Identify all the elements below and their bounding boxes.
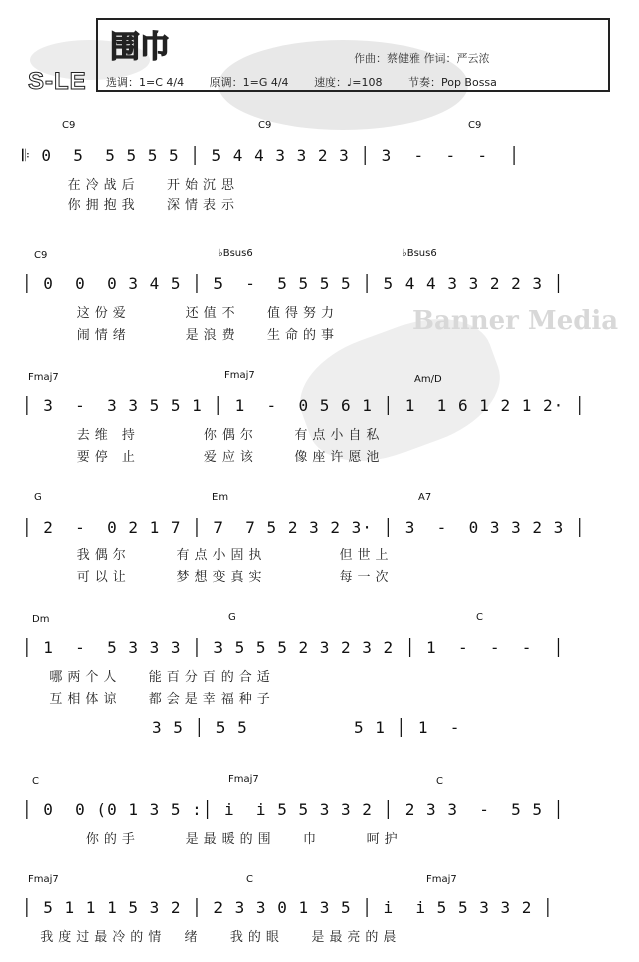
notation-line: │ 1 - 5 3 3 3 │ 3 5 5 5 2 3 2 3 2 │ 1 - - - │ — [22, 638, 565, 657]
score-system-2 — [22, 248, 612, 348]
song-title: 围巾 — [110, 30, 170, 65]
chord-symbol: C — [476, 612, 483, 623]
chord-symbol: A7 — [418, 492, 432, 503]
watermark-text: Banner Media — [412, 306, 619, 336]
chord-symbol: Fmaj7 — [28, 874, 59, 885]
notation-line: 𝄆 0 5 5 5 5 5 │ 5 4 4 3 3 2 3 │ 3 - - - │ — [22, 146, 520, 165]
score-system-4 — [22, 490, 612, 590]
song-meta — [106, 74, 519, 90]
rhythm: 节奏：Pop Bossa — [407, 76, 497, 89]
chord-symbol: C9 — [62, 120, 76, 131]
lyrics-verse-1: 你的手 是最暖的围 巾 呵护 — [22, 832, 403, 847]
lyrics-verse-1: 哪两个人 能百分百的合适 — [22, 670, 275, 685]
chord-symbol: C — [32, 776, 39, 787]
lyrics-verse-2: 要停 止 爱应该 像座许愿池 — [22, 450, 385, 465]
original-key: 原调：1=G 4/4 — [209, 76, 289, 89]
chord-symbol: C — [246, 874, 253, 885]
song-header — [26, 18, 608, 96]
notation-line: │ 0 0 0 3 4 5 │ 5 - 5 5 5 5 │ 5 4 4 3 3 2 2 3 │ — [22, 274, 565, 293]
publisher-logo: S-LE — [28, 68, 87, 95]
score-system-3 — [22, 370, 612, 470]
lyrics-verse-1: 在冷战后 开始沉思 — [22, 178, 240, 193]
notation-line: │ 2 - 0 2 1 7 │ 7 7 5 2 3 2 3· │ 3 - 0 3 3 2 3 │ — [22, 518, 586, 537]
song-credits: 作曲：蔡健雅 作词：严云浓 — [354, 52, 490, 65]
select-key: 选调：1=C 4/4 — [106, 76, 185, 89]
lyrics-verse-2: 你拥抱我 深情表示 — [22, 198, 240, 213]
chord-symbol: C — [436, 776, 443, 787]
chord-symbol: ♭Bsus6 — [402, 248, 437, 259]
notation-line: │ 0 0 (0 1 3 5 :│ i i 5 5 3 3 2 │ 2 3 3 - 5 5 │ — [22, 800, 565, 819]
chord-symbol: Fmaj7 — [426, 874, 457, 885]
notation-line: │ 5 1 1 1 5 3 2 │ 2 3 3 0 1 3 5 │ i i 5 5 3 3 2 │ — [22, 898, 554, 917]
notation-line: │ 3 - 3 3 5 5 1 │ 1 - 0 5 6 1 │ 1 1 6 1 2 1 2· │ — [22, 396, 586, 415]
chord-symbol: Fmaj7 — [228, 774, 259, 785]
chord-symbol: C9 — [468, 120, 482, 131]
chord-symbol: C9 — [258, 120, 272, 131]
chord-symbol: Am/D — [414, 374, 442, 385]
chord-symbol: G — [228, 612, 236, 623]
chord-symbol: Fmaj7 — [28, 372, 59, 383]
score-system-7 — [22, 872, 612, 952]
score-system-6 — [22, 774, 612, 854]
chord-symbol: Dm — [32, 614, 50, 625]
chord-symbol: G — [34, 492, 42, 503]
chord-symbol: Fmaj7 — [224, 370, 255, 381]
harmony-line: 3 5 │ 5 5 5 1 │ 1 - — [152, 718, 461, 737]
lyrics-verse-2: 互相体谅 都会是幸福种子 — [22, 692, 275, 707]
lyrics-verse-2: 可以让 梦想变真实 每一次 — [22, 570, 394, 585]
score-system-1 — [22, 118, 612, 218]
lyrics-verse-1: 我偶尔 有点小固执 但世上 — [22, 548, 394, 563]
lyrics-verse-1: 去维 持 你偶尔 有点小自私 — [22, 428, 385, 443]
lyrics-verse-1: 我度过最冷的情 绪 我的眼 是最亮的晨 — [22, 930, 402, 945]
lyrics-verse-2: 闹情绪 是浪费 生命的事 — [22, 328, 339, 343]
tempo: 速度：♩=108 — [314, 76, 383, 89]
lyrics-verse-1: 这份爱 还值不 值得努力 — [22, 306, 339, 321]
chord-symbol: C9 — [34, 250, 48, 261]
score-system-5 — [22, 612, 612, 752]
chord-symbol: ♭Bsus6 — [218, 248, 253, 259]
chord-symbol: Em — [212, 492, 229, 503]
